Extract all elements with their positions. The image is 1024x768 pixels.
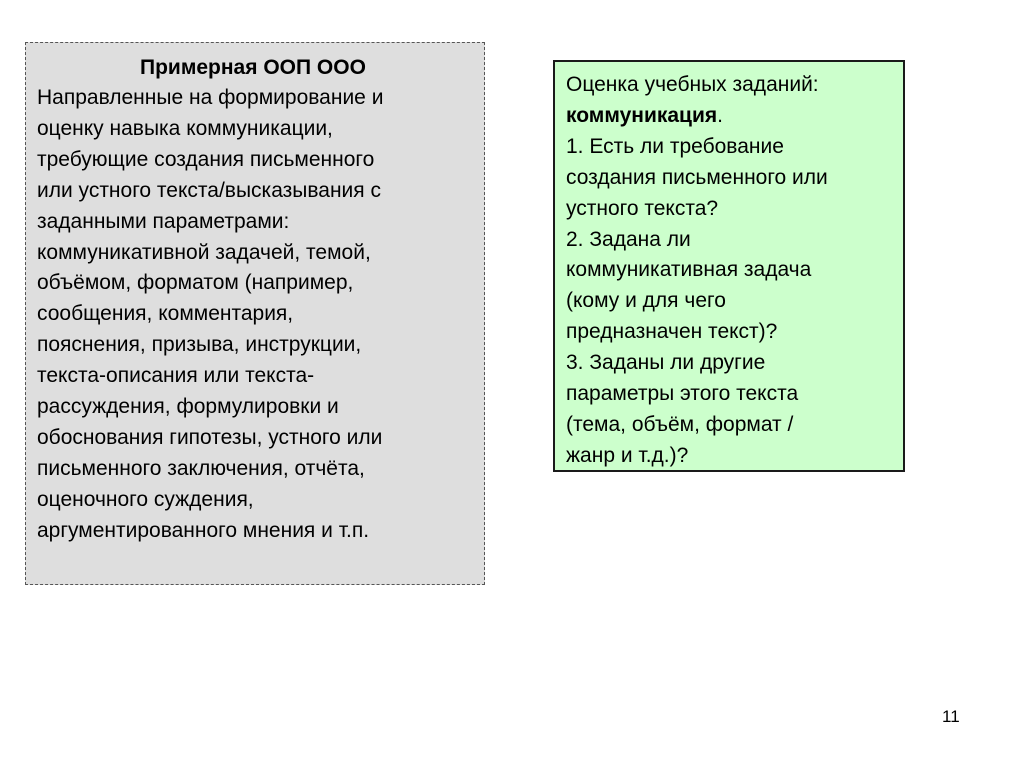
right-panel bbox=[553, 60, 905, 472]
right-panel-highlight: коммуникация bbox=[566, 103, 718, 127]
right-panel-questions: 1. Есть ли требование создания письменного или устного текста? 2. Задана ли коммуникативная задача (кому и для чего предназначен текст)? 3. Заданы ли другие параметры этого текста (тема, объём, формат / жанр и т.д.)? bbox=[566, 134, 828, 467]
right-panel-highlight-suffix: . bbox=[717, 103, 723, 127]
left-panel-body: Направленные на формирование и оценку навыка коммуникации, требующие создания письменного или устного текста/высказывания с заданными параметрами: коммуникативной задачей, темой, объёмом, форматом (например, сообщения, комментария, пояснения, призыва, инструкции, текста-описания или текста- рассуждения, формулировки и обоснования гипотезы, устного или письменного заключения, отчёта, оценочного суждения, аргументированного мнения и т.п. bbox=[37, 86, 384, 542]
left-panel-title: Примерная ООП ООО bbox=[140, 56, 366, 79]
page-number: 11 bbox=[942, 707, 960, 726]
right-panel-intro: Оценка учебных заданий: bbox=[566, 73, 819, 96]
right-panel-heading bbox=[566, 101, 893, 132]
left-panel bbox=[25, 42, 485, 585]
